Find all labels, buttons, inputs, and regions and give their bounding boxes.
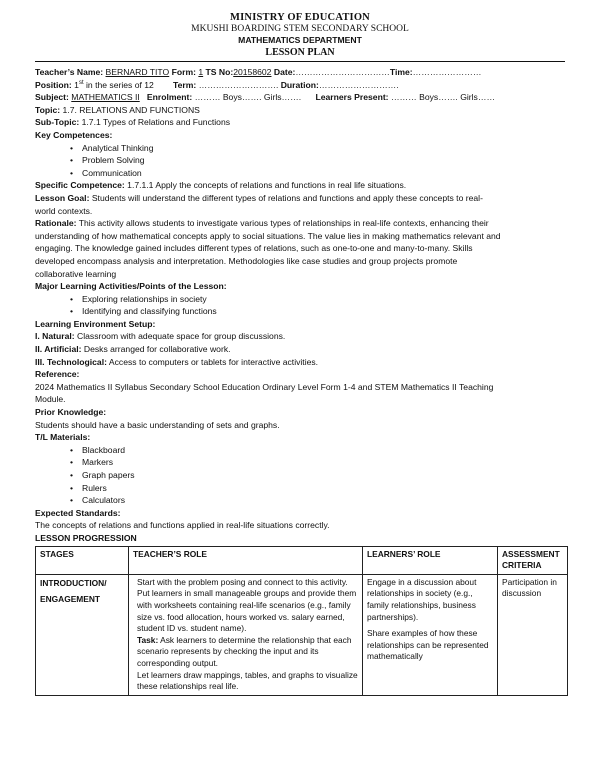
lesson-goal: Lesson Goal: Students will understand the different types of relations and functions and apply these concepts to real- world contexts. bbox=[35, 192, 483, 216]
duration-field: ………………………. bbox=[318, 79, 399, 90]
document-title: LESSON PLAN bbox=[265, 46, 335, 58]
rationale: Rationale: This activity allows students to investigate various types of relationships in real-life contexts, enhancing their understanding of how mathematical concepts apply to social situations. The value lies in making mathematics relevant and engaging. The knowledge gained includes different types of relations, such as one-to-one and many-to-many. Skills developed encompass analysis and interpretation. Methodologies like case studies and group projects promote collaborative learning bbox=[35, 218, 501, 279]
subtopic-line bbox=[35, 116, 565, 129]
materials-list bbox=[35, 444, 565, 507]
teacher-label: Teacher’s Name: bbox=[35, 67, 104, 77]
teacher-line bbox=[35, 66, 565, 79]
progression-heading: LESSON PROGRESSION bbox=[35, 532, 137, 543]
reference-text-cont: Module. bbox=[35, 394, 66, 405]
environment-natural: I. Natural: Classroom with adequate space for group discussions. bbox=[35, 331, 286, 342]
enrolment-label: Enrolment: bbox=[146, 92, 193, 103]
list-item: • Communication bbox=[72, 167, 565, 180]
form-label: Form: bbox=[171, 67, 196, 77]
major-activities-list bbox=[35, 293, 565, 318]
column-header-stages: STAGES bbox=[36, 546, 129, 574]
prior-knowledge-text: Students should have a basic understanding of sets and graphs. bbox=[35, 419, 280, 430]
time-label: Time: bbox=[389, 67, 413, 77]
subject-line bbox=[35, 91, 565, 104]
reference-text: 2024 Mathematics II Syllabus Secondary School Education Ordinary Level Form 1-4 and STEM Mathematics II Teaching bbox=[35, 381, 494, 392]
table-header-row bbox=[36, 546, 568, 574]
subject-value: MATHEMATICS II bbox=[71, 92, 140, 103]
stage-cell: INTRODUCTION/ ENGAGEMENT bbox=[36, 574, 129, 695]
prior-knowledge-heading: Prior Knowledge: bbox=[35, 407, 107, 418]
reference-heading: Reference: bbox=[35, 369, 80, 380]
ministry-title: MINISTRY OF EDUCATION bbox=[230, 12, 370, 23]
major-activities-heading: Major Learning Activities/Points of the Lesson: bbox=[35, 281, 227, 292]
specific-competence: Specific Competence: 1.7.1.1 Apply the concepts of relations and functions in real life situations. bbox=[35, 180, 407, 191]
position-line bbox=[35, 79, 565, 92]
list-item: • Rulers bbox=[72, 482, 565, 495]
ts-value: 20158602 bbox=[233, 67, 272, 77]
teacher-name: BERNARD TITO bbox=[105, 67, 170, 77]
position-label: Position: bbox=[35, 79, 72, 90]
position-suffix: st bbox=[78, 79, 84, 86]
form-value: 1 bbox=[198, 67, 204, 77]
subject-label: Subject: bbox=[35, 92, 69, 103]
column-header-teacher: TEACHER’S ROLE bbox=[129, 546, 363, 574]
position-series: in the series of 12 bbox=[86, 79, 154, 90]
date-label: Date: bbox=[273, 67, 296, 77]
list-item: • Problem Solving bbox=[72, 154, 565, 167]
ts-label: TS No: bbox=[205, 67, 234, 77]
subtopic-label: Sub-Topic: bbox=[35, 117, 80, 128]
duration-label: Duration: bbox=[280, 79, 319, 90]
document-header bbox=[35, 12, 565, 58]
subtopic-value: 1.7.1 Types of Relations and Functions bbox=[81, 117, 231, 128]
term-label: Term: bbox=[172, 79, 197, 90]
learners-role-cell: Engage in a discussion about relationships in society (e.g., family relationships, business partnerships). Share examples of how these relationships can be represented mathematically bbox=[363, 574, 498, 695]
environment-heading: Learning Environment Setup: bbox=[35, 318, 156, 329]
topic-line bbox=[35, 104, 565, 117]
topic-value: 1.7. RELATIONS AND FUNCTIONS bbox=[62, 104, 200, 115]
competences-heading: Key Competences: bbox=[35, 129, 113, 140]
lesson-progression-table bbox=[35, 546, 568, 696]
list-item: • Identifying and classifying functions bbox=[72, 305, 565, 318]
competences-list bbox=[35, 142, 565, 180]
list-item: • Exploring relationships in society bbox=[72, 293, 565, 306]
enrolment-value: ……… Boys……. Girls……. bbox=[194, 92, 302, 103]
term-field: ………………………. bbox=[198, 79, 279, 90]
list-item: • Calculators bbox=[72, 494, 565, 507]
present-value: ……… Boys……. Girls…… bbox=[390, 92, 496, 103]
position-number: 1 bbox=[74, 79, 79, 90]
date-field: …………………………… bbox=[295, 67, 390, 77]
list-item: • Graph papers bbox=[72, 469, 565, 482]
list-item: • Blackboard bbox=[72, 444, 565, 457]
standards-heading: Expected Standards: bbox=[35, 507, 121, 518]
time-field: …………………… bbox=[412, 67, 482, 77]
school-name: MKUSHI BOARDING STEM SECONDARY SCHOOL bbox=[191, 23, 409, 34]
assessment-cell: Participation in discussion bbox=[498, 574, 568, 695]
environment-artificial: II. Artificial: Desks arranged for collaborative work. bbox=[35, 344, 231, 355]
standards-text: The concepts of relations and functions applied in real-life situations correctly. bbox=[35, 520, 330, 531]
column-header-learners: LEARNERS’ ROLE bbox=[363, 546, 498, 574]
teacher-role-cell: Start with the problem posing and connect to this activity. Put learners in small manageable groups and provide them with worksheets containing real-life scenarios (e.g., family size vs. food allocation, hours worked vs. salary earned, student ID vs. student name). Task: Ask learners to determine the relationship that each scenario represents by checking the input and its corresponding output. Let learners draw mappings, tables, and graphs to visualize these relationships real life. bbox=[129, 574, 363, 695]
list-item: • Markers bbox=[72, 456, 565, 469]
department-name: MATHEMATICS DEPARTMENT bbox=[238, 35, 362, 45]
topic-label: Topic: bbox=[35, 104, 61, 115]
header-divider bbox=[35, 61, 565, 62]
present-label: Learners Present: bbox=[315, 92, 389, 103]
list-item: • Analytical Thinking bbox=[72, 142, 565, 155]
materials-heading: T/L Materials: bbox=[35, 432, 91, 443]
environment-technological: III. Technological: Access to computers or tablets for interactive activities. bbox=[35, 356, 319, 367]
table-row bbox=[36, 574, 568, 695]
column-header-assessment: ASSESSMENT CRITERIA bbox=[498, 546, 568, 574]
lesson-plan-page bbox=[35, 12, 565, 696]
